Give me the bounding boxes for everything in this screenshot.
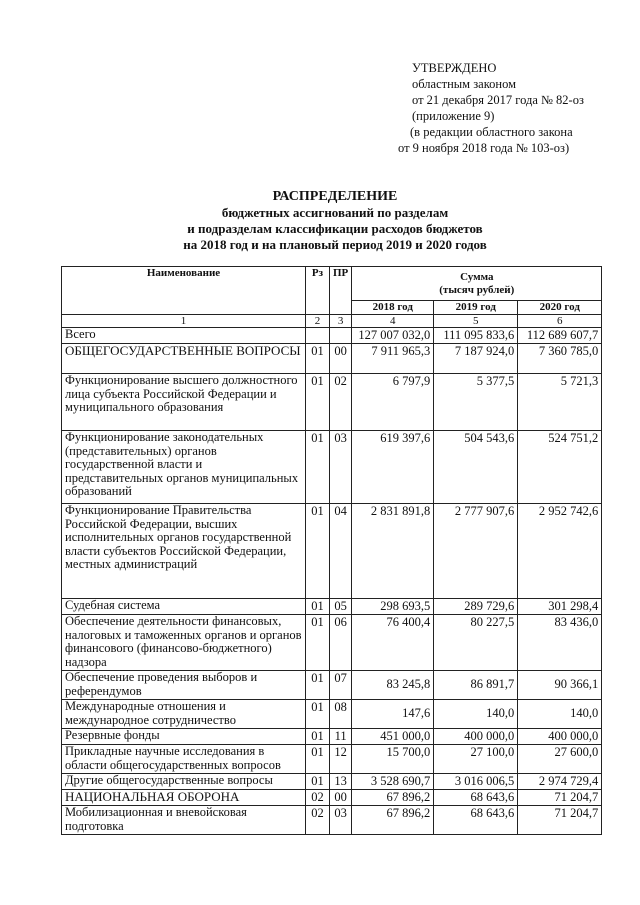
row-pr: 00 [330, 344, 352, 374]
table-row [62, 745, 602, 774]
row-value-2018: 619 397,6 [352, 431, 434, 504]
row-value-2018: 127 007 032,0 [352, 328, 434, 344]
row-value-2019: 3 016 006,5 [434, 774, 518, 790]
budget-table [61, 266, 602, 835]
row-value-2018: 7 911 965,3 [352, 344, 434, 374]
row-name: Судебная система [62, 599, 306, 615]
row-name: Резервные фонды [62, 729, 306, 745]
row-name: Всего [62, 328, 306, 344]
header-sum-label: Сумма [460, 271, 494, 283]
row-pr: 02 [330, 374, 352, 431]
row-rz: 01 [306, 729, 330, 745]
table-row [62, 729, 602, 745]
row-pr: 03 [330, 431, 352, 504]
row-value-2020: 90 366,1 [518, 671, 602, 700]
header-name: Наименование [62, 267, 306, 315]
row-value-2019: 7 187 924,0 [434, 344, 518, 374]
row-name: ОБЩЕГОСУДАРСТВЕННЫЕ ВОПРОСЫ [62, 344, 306, 374]
column-number: 5 [434, 315, 518, 328]
row-value-2019: 68 643,6 [434, 806, 518, 835]
document-title [0, 188, 640, 253]
row-rz: 01 [306, 615, 330, 671]
row-value-2018: 147,6 [352, 700, 434, 729]
row-name: Обеспечение проведения выборов и референдумов [62, 671, 306, 700]
row-value-2018: 6 797,9 [352, 374, 434, 431]
row-value-2020: 27 600,0 [518, 745, 602, 774]
row-value-2018: 67 896,2 [352, 806, 434, 835]
table-row [62, 790, 602, 806]
row-value-2018: 76 400,4 [352, 615, 434, 671]
row-value-2020: 5 721,3 [518, 374, 602, 431]
title-line: и подразделам классификации расходов бюджетов [187, 221, 483, 236]
table-row [62, 504, 602, 599]
row-value-2018: 83 245,8 [352, 671, 434, 700]
row-rz: 02 [306, 790, 330, 806]
column-number: 1 [62, 315, 306, 328]
row-name: Функционирование высшего должностного лица субъекта Российской Федерации и муниципального образования [62, 374, 306, 431]
title-line: бюджетных ассигнований по разделам [221, 205, 449, 220]
table-row [62, 328, 602, 344]
table-row [62, 806, 602, 835]
approval-line: областным законом [412, 77, 517, 91]
row-value-2019: 400 000,0 [434, 729, 518, 745]
column-number: 6 [518, 315, 602, 328]
row-name: Функционирование Правительства Российской Федерации, высших исполнительных органов государственной власти субъектов Российской Федерации, местных администраций [62, 504, 306, 599]
row-value-2019: 111 095 833,6 [434, 328, 518, 344]
row-value-2019: 289 729,6 [434, 599, 518, 615]
row-rz: 01 [306, 700, 330, 729]
row-value-2018: 298 693,5 [352, 599, 434, 615]
table-row [62, 374, 602, 431]
header-rz: Рз [306, 267, 330, 315]
row-value-2018: 15 700,0 [352, 745, 434, 774]
row-value-2020: 2 974 729,4 [518, 774, 602, 790]
table-row [62, 344, 602, 374]
row-rz: 01 [306, 344, 330, 374]
header-year-2019: 2019 год [434, 301, 518, 315]
row-value-2020: 71 204,7 [518, 790, 602, 806]
row-rz: 01 [306, 504, 330, 599]
row-value-2019: 504 543,6 [434, 431, 518, 504]
row-value-2020: 112 689 607,7 [518, 328, 602, 344]
row-pr: 13 [330, 774, 352, 790]
table-row [62, 615, 602, 671]
table-row [62, 431, 602, 504]
header-pr: ПР [330, 267, 352, 315]
header-sum-units: (тысяч рублей) [439, 284, 515, 296]
row-value-2020: 400 000,0 [518, 729, 602, 745]
row-name: Функционирование законодательных (представительных) органов государственной власти и представительных органов муниципальных образований [62, 431, 306, 504]
row-rz [306, 328, 330, 344]
row-rz: 02 [306, 806, 330, 835]
row-name: Обеспечение деятельности финансовых, налоговых и таможенных органов и органов финансового (финансово-бюджетного) надзора [62, 615, 306, 671]
row-pr: 12 [330, 745, 352, 774]
row-value-2020: 140,0 [518, 700, 602, 729]
column-number: 2 [306, 315, 330, 328]
row-value-2020: 7 360 785,0 [518, 344, 602, 374]
row-name: НАЦИОНАЛЬНАЯ ОБОРОНА [62, 790, 306, 806]
row-rz: 01 [306, 374, 330, 431]
header-year-2020: 2020 год [518, 301, 602, 315]
row-value-2019: 140,0 [434, 700, 518, 729]
approval-line: от 9 ноября 2018 года № 103-оз) [398, 141, 570, 155]
row-name: Прикладные научные исследования в области общегосударственных вопросов [62, 745, 306, 774]
row-value-2018: 3 528 690,7 [352, 774, 434, 790]
column-number: 4 [352, 315, 434, 328]
row-name: Мобилизационная и вневойсковая подготовка [62, 806, 306, 835]
row-value-2020: 71 204,7 [518, 806, 602, 835]
row-pr: 03 [330, 806, 352, 835]
row-value-2019: 2 777 907,6 [434, 504, 518, 599]
row-pr: 08 [330, 700, 352, 729]
row-value-2019: 68 643,6 [434, 790, 518, 806]
row-pr: 11 [330, 729, 352, 745]
row-pr: 05 [330, 599, 352, 615]
row-value-2020: 524 751,2 [518, 431, 602, 504]
row-pr [330, 328, 352, 344]
row-rz: 01 [306, 431, 330, 504]
approval-line: УТВЕРЖДЕНО [412, 61, 497, 75]
approval-block [398, 60, 584, 156]
row-value-2019: 86 891,7 [434, 671, 518, 700]
title-main: РАСПРЕДЕЛЕНИЕ [272, 189, 398, 204]
row-value-2019: 27 100,0 [434, 745, 518, 774]
row-rz: 01 [306, 745, 330, 774]
header-sum [352, 267, 602, 301]
column-number: 3 [330, 315, 352, 328]
row-pr: 07 [330, 671, 352, 700]
row-name: Международные отношения и международное сотрудничество [62, 700, 306, 729]
row-rz: 01 [306, 599, 330, 615]
row-value-2020: 83 436,0 [518, 615, 602, 671]
table-row [62, 599, 602, 615]
table-row [62, 700, 602, 729]
table-row [62, 774, 602, 790]
row-value-2018: 67 896,2 [352, 790, 434, 806]
approval-line: (в редакции областного закона [410, 125, 573, 139]
header-year-2018: 2018 год [352, 301, 434, 315]
row-rz: 01 [306, 671, 330, 700]
approval-line: (приложение 9) [412, 109, 495, 123]
row-value-2019: 80 227,5 [434, 615, 518, 671]
table-row [62, 671, 602, 700]
row-value-2020: 2 952 742,6 [518, 504, 602, 599]
row-value-2019: 5 377,5 [434, 374, 518, 431]
row-value-2018: 451 000,0 [352, 729, 434, 745]
row-pr: 06 [330, 615, 352, 671]
row-value-2018: 2 831 891,8 [352, 504, 434, 599]
title-line: на 2018 год и на плановый период 2019 и 2020 годов [183, 237, 487, 252]
row-pr: 04 [330, 504, 352, 599]
row-name: Другие общегосударственные вопросы [62, 774, 306, 790]
approval-line: от 21 декабря 2017 года № 82-оз [412, 93, 584, 107]
row-rz: 01 [306, 774, 330, 790]
row-value-2020: 301 298,4 [518, 599, 602, 615]
row-pr: 00 [330, 790, 352, 806]
